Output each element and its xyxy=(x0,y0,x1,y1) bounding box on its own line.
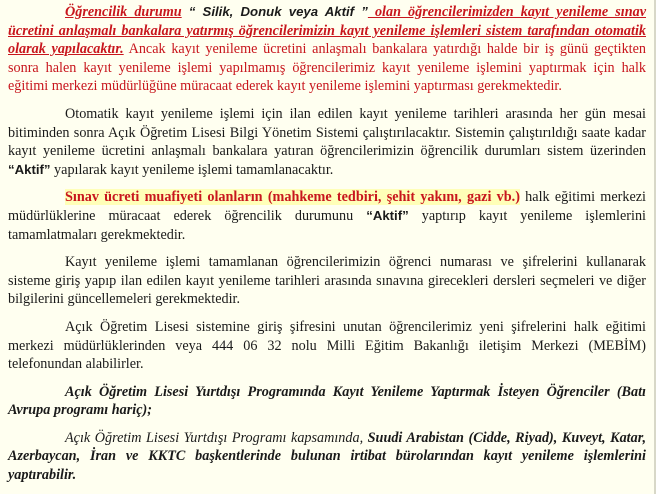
system-schedule-end: yapılarak kayıt yenileme işlemi tamamlanacaktır. xyxy=(50,161,334,178)
course-selection-text: Kayıt yenileme işlemi tamamlanan öğrencilerimizin öğrenci numarası ve şifrelerini kullanarak sisteme giriş yapıp ilan edilen kayıt yenileme tarihleri arasında sınavına girecekleri dersleri seçmeleri ve diğer bilgilerini güncellemeleri gerekmektedir. xyxy=(8,254,646,308)
status-values: “ Silik, Donuk veya Aktif ” xyxy=(188,4,368,19)
abroad-heading-text: Açık Öğretim Lisesi Yurtdışı Programında Kayıt Yenileme Yaptırmak İsteyen Öğrenciler (Batı Avrupa programı hariç); xyxy=(8,383,646,419)
abroad-offices-list: Suudi Arabistan (Cidde, Riyad), Kuveyt, Katar, Azerbaycan, İran ve KKTC başkentlerinde bulunan irtibat bürolarından kayıt yenileme işlemlerini yaptırabilir. xyxy=(8,429,646,484)
fee-exemption-text: halk eğitimi merkezi müdürlüklerine müracaat ederek öğrencilik durumunu xyxy=(8,189,646,224)
fee-exemption-end: yaptırıp kayıt yenileme işlemlerini tamamlatmaları gerekmektedir. xyxy=(8,207,646,243)
aktif-keyword: “Aktif” xyxy=(366,207,409,223)
status-label: Öğrencilik durumu xyxy=(65,4,182,20)
system-schedule-text: Otomatik kayıt yenileme işlemi için ilan edilen kayıt yenileme tarihleri arasında her gün mesai bitiminden sonra Açık Öğretim Lisesi Bilgi Yönetim Sistemi çalıştırılacaktır. Sistemin çalıştırıldığı saate kadar kayıt yenileme ücretini anlaşmalı bankalara yatıran öğrencilerimizin öğrencilik durumları sistem üzerinden xyxy=(8,105,646,160)
paragraph-password-recovery xyxy=(8,318,646,374)
manual-renewal-note: Ancak kayıt yenileme ücretini anlaşmalı bankalara yatırdığı halde bir iş günü geçtikten sonra halen kayıt yenileme işlemi yapılmamış öğrencilerimiz kayıt yenileme işlemini yaptırmak için halk eğitimi merkezi müdürlüğüne müracaat ederek kayıt yenileme işlemini yaptırması gerekmektedir. xyxy=(8,41,647,95)
abroad-program-text: Açık Öğretim Lisesi Yurtdışı Programı kapsamında, xyxy=(65,429,368,446)
paragraph-automatic-renewal xyxy=(8,3,646,96)
fee-exemption-highlight: Sınav ücreti muafiyeti olanların (mahkeme tedbiri, şehit yakını, gazi vb.) xyxy=(65,189,520,206)
automatic-renewal-statement: olan öğrencilerimizden kayıt yenileme sınav ücretini anlaşmalı bankalara yatırmış öğrencilerimizin kayıt yenileme işlemleri sistem tarafından otomatik olarak yapılacaktır. xyxy=(8,4,646,58)
paragraph-system-schedule xyxy=(8,105,646,179)
aktif-keyword: “Aktif” xyxy=(8,161,51,177)
paragraph-abroad-offices xyxy=(8,429,646,485)
password-recovery-text: Açık Öğretim Lisesi sistemine giriş şifresini unutan öğrencilerimiz yeni şifrelerini halk eğitimi merkezi müdürlüklerinden veya 444 06 32 nolu Milli Eğitim Bakanlığı iletişim Merkezi (MEBİM) telefonundan alabilirler. xyxy=(8,318,646,373)
section-heading-abroad xyxy=(8,383,646,420)
paragraph-course-selection xyxy=(8,253,646,309)
paragraph-fee-exemption xyxy=(8,188,646,244)
